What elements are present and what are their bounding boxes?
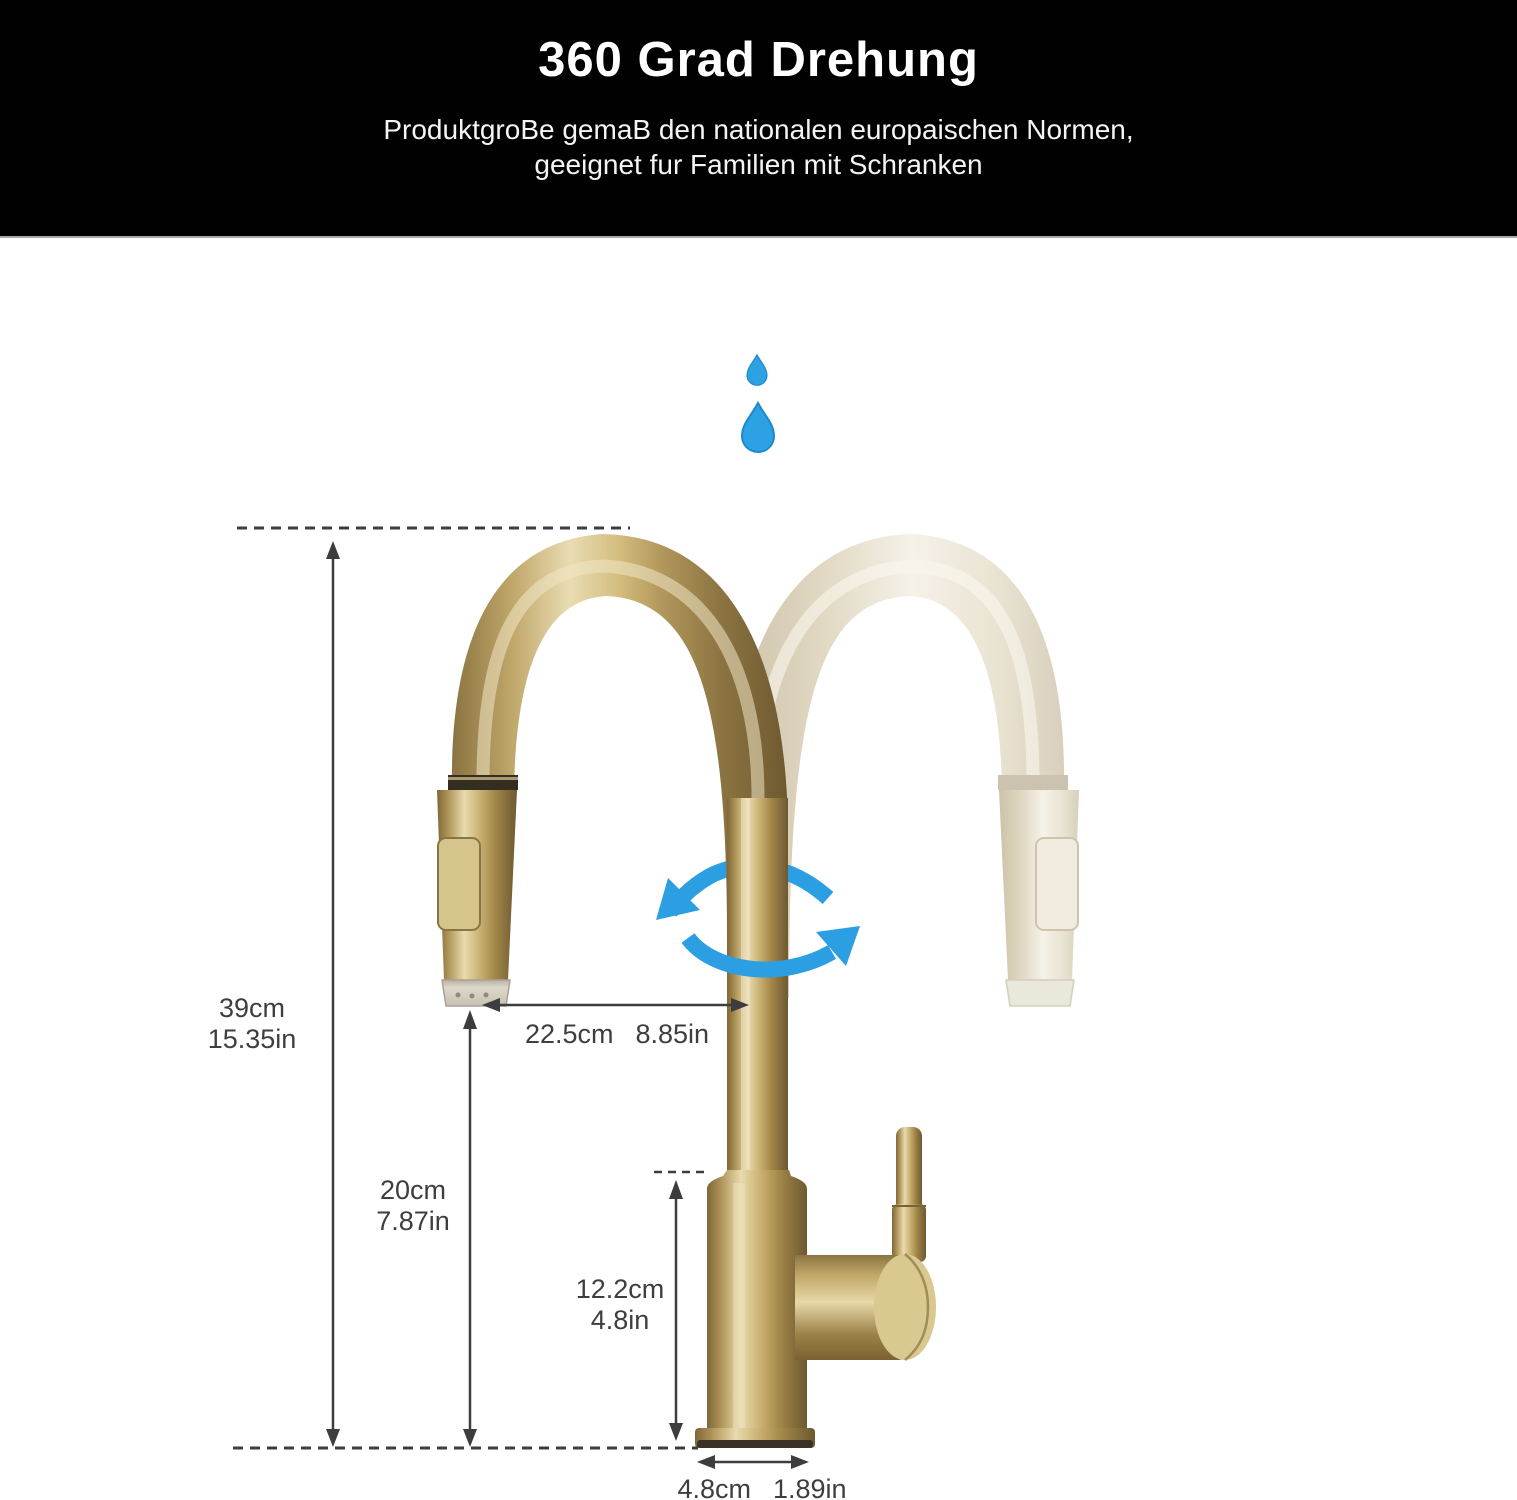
spray-button: [438, 838, 480, 930]
connector-ring-highlight: [448, 777, 518, 780]
spout-height-metric: 20cm: [379, 1175, 447, 1205]
total-height-metric: 39cm: [218, 993, 286, 1023]
spout-height-imperial: 7.87in: [376, 1206, 450, 1236]
body-height-imperial: 4.8in: [590, 1305, 650, 1335]
ghost-nozzle: [1006, 980, 1074, 1006]
handle-joint-cap: [874, 1254, 936, 1360]
faucet-illustration: [0, 238, 1517, 1500]
ghost-spray-button: [1036, 838, 1078, 930]
body-height-metric: 12.2cm: [575, 1274, 665, 1304]
subtitle-line-2: geeignet fur Familien mit Schranken: [534, 149, 983, 180]
water-drop-icon: [742, 403, 774, 452]
subtitle-line-1: ProduktgroBe gemaB den nationalen europaischen Normen,: [383, 114, 1134, 145]
body-highlight: [733, 1183, 745, 1428]
water-drop-icon: [747, 355, 767, 385]
label-body-height: [540, 1274, 700, 1336]
total-height-imperial: 15.35in: [207, 1024, 297, 1054]
ghost-connector-ring: [998, 775, 1068, 790]
pipe-highlight: [741, 798, 750, 1178]
spout-reach-metric: 22.5cm: [524, 1019, 614, 1049]
header-banner: [0, 0, 1517, 238]
label-base-width: [642, 1474, 882, 1500]
label-spout-reach: [497, 1019, 737, 1050]
label-total-height: [172, 993, 332, 1055]
base-width-metric: 4.8cm: [677, 1474, 751, 1500]
base-flange-shadow: [697, 1440, 813, 1448]
page-title: 360 Grad Drehung: [538, 33, 979, 87]
handle-collar: [892, 1204, 926, 1262]
faucet-dimension-diagram: [0, 238, 1517, 1500]
base-width-imperial: 1.89in: [772, 1474, 847, 1500]
faucet-body: [707, 1170, 807, 1430]
vertical-pipe: [727, 798, 788, 1178]
label-spout-height: [333, 1175, 493, 1237]
spout-reach-imperial: 8.85in: [635, 1019, 710, 1049]
